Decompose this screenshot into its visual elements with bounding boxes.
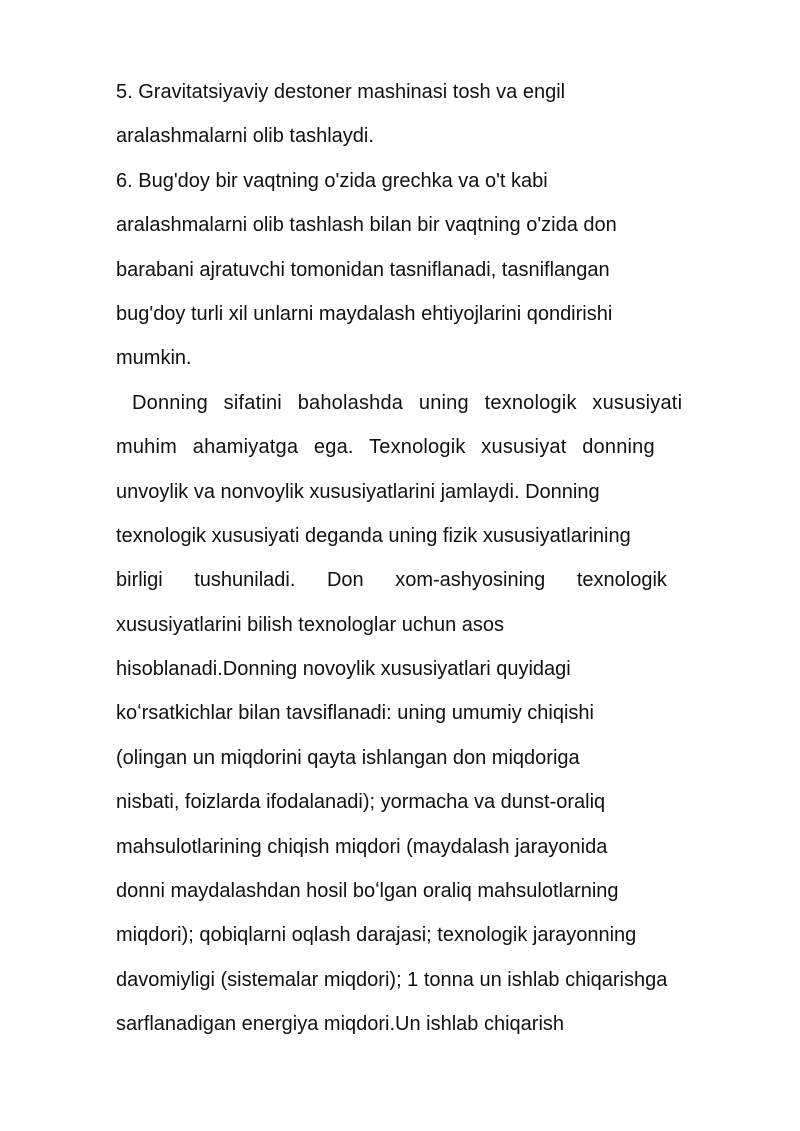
text-line: aralashmalarni olib tashlaydi.	[116, 125, 374, 148]
text-line: donni maydalashdan hosil boʻlgan oraliq mahsulotlarning	[116, 880, 619, 903]
text-line: bug'doy turli xil unlarni maydalash ehtiyojlarini qondirishi	[116, 302, 613, 325]
text-line: Donning sifatini baholashda uning texnologik xususiyati	[132, 391, 683, 414]
text-line: sarflanadigan energiya miqdori.Un ishlab chiqarish	[116, 1013, 565, 1036]
text-line: xususiyatlarini bilish texnologlar uchun asos	[116, 613, 504, 636]
text-line: texnologik xususiyati deganda uning fizik xususiyatlarining	[116, 524, 631, 547]
text-line: muhim ahamiyatga ega. Texnologik xususiyat donning	[116, 436, 655, 459]
text-line: davomiyligi (sistemalar miqdori); 1 tonna un ishlab chiqarishga	[116, 968, 668, 991]
text-line: miqdori); qobiqlarni oqlash darajasi; texnologik jarayonning	[116, 924, 637, 947]
text-line: birligi tushuniladi. Don xom-ashyosining texnologik	[116, 569, 667, 592]
text-line: unvoylik va nonvoylik xususiyatlarini jamlaydi. Donning	[116, 480, 600, 503]
text-line: 5. Gravitatsiyaviy destoner mashinasi tosh va engil	[116, 81, 566, 103]
text-line: koʻrsatkichlar bilan tavsiflanadi: uning umumiy chiqishi	[116, 702, 594, 725]
text-line: aralashmalarni olib tashlash bilan bir vaqtning o'zida don	[116, 214, 617, 237]
text-line: mahsulotlarining chiqish miqdori (maydalash jarayonida	[116, 835, 608, 858]
text-line: barabani ajratuvchi tomonidan tasniflanadi, tasniflangan	[116, 258, 610, 281]
text-line: nisbati, foizlarda ifodalanadi); yormacha va dunst-oraliq	[116, 791, 606, 814]
body-text	[116, 74, 736, 1051]
text-line: (olingan un miqdorini qayta ishlangan don miqdoriga	[116, 746, 580, 769]
text-line: hisoblanadi.Donning novoylik xususiyatlari quyidagi	[116, 658, 571, 681]
text-line: 6. Bug'doy bir vaqtning o'zida grechka va o't kabi	[116, 169, 548, 192]
text-line: mumkin.	[116, 347, 192, 370]
